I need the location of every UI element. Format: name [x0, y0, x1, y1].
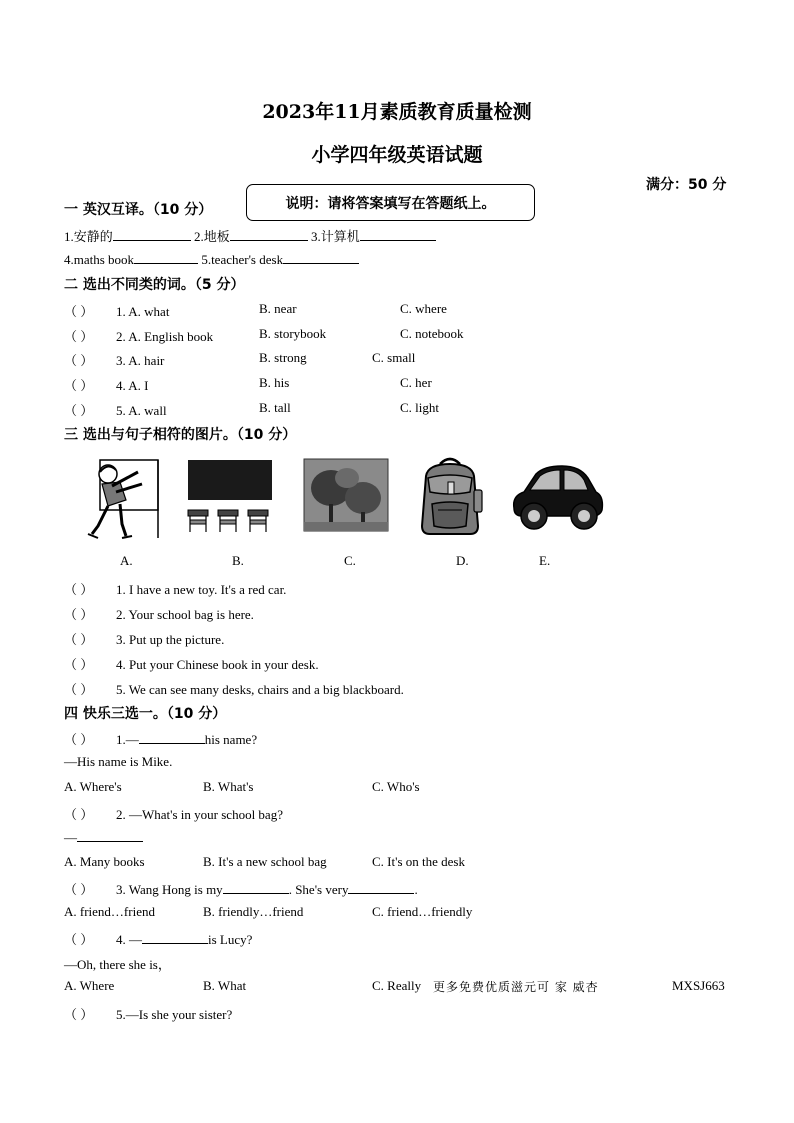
option-c: C. light: [400, 400, 440, 415]
answer-parentheses[interactable]: （ ）: [64, 882, 94, 897]
question-text: 3. Wang Hong is my: [116, 882, 223, 897]
question-text: 2. —What's in your school bag?: [116, 807, 283, 822]
picture-a-boy-poster: [86, 456, 162, 542]
sentence-text: 1. I have a new toy. It's a red car.: [116, 582, 287, 597]
answer-parentheses[interactable]: （ ）: [64, 807, 94, 822]
answer-parentheses[interactable]: （ ）: [64, 732, 94, 747]
option-b: B. tall: [259, 400, 291, 415]
sentence-text: 3. Put up the picture.: [116, 632, 225, 647]
question-text: is Lucy?: [208, 932, 253, 947]
option-b: B. his: [259, 375, 290, 390]
answer-parentheses[interactable]: （ ）: [64, 353, 94, 368]
answer-parentheses[interactable]: （ ）: [64, 932, 94, 947]
answer-blank[interactable]: [348, 881, 414, 894]
section2-item: [64, 301, 169, 320]
s4-question-3: [64, 879, 418, 898]
section4-heading: 四 快乐三选一。（10 分）: [64, 706, 227, 722]
page-subtitle: 小学四年级英语试题: [311, 144, 483, 166]
question-text: his name?: [204, 732, 258, 747]
vocab-item: 2.地板: [194, 229, 230, 244]
s4-question-2: [64, 804, 283, 823]
dash: —: [64, 830, 77, 845]
option-c: C. where: [400, 301, 447, 316]
picture-label-b: B.: [232, 553, 244, 568]
s4-q1-answer: —His name is Mike.: [64, 754, 173, 769]
answer-parentheses[interactable]: （ ）: [64, 378, 94, 393]
answer-parentheses[interactable]: （ ）: [64, 1007, 94, 1022]
notice-text: 说明：请将答案填写在答题纸上。: [285, 195, 496, 212]
answer-parentheses[interactable]: （ ）: [64, 657, 94, 672]
option-b: B. near: [259, 301, 297, 316]
section3-item: [64, 629, 224, 648]
notice-box: [246, 184, 535, 221]
s4-q3-option-b: B. friendly…friend: [203, 904, 304, 919]
vocab-item: 1.安静的: [64, 229, 113, 244]
option-a: 1. A. what: [116, 304, 170, 319]
picture-label-a: A.: [120, 553, 133, 568]
picture-label-c: C.: [344, 553, 356, 568]
section3-item: [64, 679, 404, 698]
answer-blank[interactable]: [134, 251, 198, 264]
vocab-item: 5.teacher's desk: [201, 252, 284, 267]
picture-c-painting: [303, 458, 389, 532]
answer-blank[interactable]: [113, 228, 191, 241]
full-score: 满分：50 分: [646, 177, 727, 193]
s4-question-4: [64, 929, 252, 948]
sentence-text: 2. Your school bag is here.: [116, 607, 254, 622]
option-c: C. small: [372, 350, 416, 365]
section1-heading: 一 英汉互译。（10 分）: [64, 202, 213, 218]
picture-label-e: E.: [539, 553, 551, 568]
option-c: C. her: [400, 375, 432, 390]
s4-q4-option-b: B. What: [203, 978, 247, 993]
s4-q2-option-a: A. Many books: [64, 854, 145, 869]
answer-blank[interactable]: [360, 228, 436, 241]
question-text: 4. —: [116, 932, 142, 947]
answer-parentheses[interactable]: （ ）: [64, 682, 94, 697]
question-text: 1.—: [116, 732, 139, 747]
option-b: B. storybook: [259, 326, 327, 341]
answer-blank[interactable]: [139, 731, 205, 744]
vocab-item: 4.maths book: [64, 252, 135, 267]
document-code: MXSJ663: [672, 978, 725, 993]
picture-e-car: [508, 462, 606, 534]
section3-item: [64, 579, 286, 598]
section2-item: [64, 400, 167, 419]
picture-label-d: D.: [456, 553, 469, 568]
answer-blank[interactable]: [223, 881, 289, 894]
answer-blank[interactable]: [283, 251, 359, 264]
section3-item: [64, 654, 319, 673]
answer-parentheses[interactable]: （ ）: [64, 582, 94, 597]
answer-blank[interactable]: [142, 931, 208, 944]
option-a: 3. A. hair: [116, 353, 165, 368]
section1-row2: [64, 251, 359, 268]
s4-question-5: [64, 1004, 232, 1023]
vocab-item: 3.计算机: [311, 229, 360, 244]
page-title: 2023年11月素质教育质量检测: [262, 101, 532, 123]
answer-parentheses[interactable]: （ ）: [64, 607, 94, 622]
answer-parentheses[interactable]: （ ）: [64, 304, 94, 319]
sentence-text: 4. Put your Chinese book in your desk.: [116, 657, 319, 672]
section3-heading: 三 选出与句子相符的图片。（10 分）: [64, 427, 297, 443]
s4-q4-answer: —Oh, there she is，: [64, 957, 171, 972]
option-c: C. notebook: [400, 326, 464, 341]
answer-parentheses[interactable]: （ ）: [64, 403, 94, 418]
section3-item: [64, 604, 254, 623]
section2-item: [64, 350, 164, 369]
s4-q3-option-a: A. friend…friend: [64, 904, 155, 919]
watermark-text: 更多免费优质滋元可 家 威杏: [433, 980, 599, 994]
answer-parentheses[interactable]: （ ）: [64, 329, 94, 344]
section2-item: [64, 326, 213, 345]
question-text: .: [414, 882, 418, 897]
option-a: 2. A. English book: [116, 329, 214, 344]
picture-b-blackboard-desks: [184, 458, 276, 534]
answer-blank[interactable]: [230, 228, 308, 241]
s4-q2-option-c: C. It's on the desk: [372, 854, 465, 869]
s4-q2-option-b: B. It's a new school bag: [203, 854, 327, 869]
section1-row1: [64, 226, 436, 245]
s4-q4-option-c: C. Really: [372, 978, 422, 993]
picture-d-schoolbag: [414, 456, 486, 536]
section2-heading: 二 选出不同类的词。（5 分）: [64, 277, 245, 293]
option-b: B. strong: [259, 350, 307, 365]
section2-item: [64, 375, 149, 394]
question-text: . She's very: [288, 882, 349, 897]
s4-q1-option-c: C. Who's: [372, 779, 420, 794]
s4-q1-option-b: B. What's: [203, 779, 254, 794]
s4-q4-option-a: A. Where: [64, 978, 115, 993]
option-a: 4. A. I: [116, 378, 149, 393]
option-a: 5. A. wall: [116, 403, 167, 418]
answer-blank[interactable]: [77, 829, 143, 842]
question-text: 5.—Is she your sister?: [116, 1007, 233, 1022]
answer-parentheses[interactable]: （ ）: [64, 632, 94, 647]
sentence-text: 5. We can see many desks, chairs and a big blackboard.: [116, 682, 404, 697]
s4-q2-answer: [64, 829, 143, 846]
s4-question-1: [64, 729, 257, 748]
s4-q1-option-a: A. Where's: [64, 779, 122, 794]
s4-q3-option-c: C. friend…friendly: [372, 904, 473, 919]
